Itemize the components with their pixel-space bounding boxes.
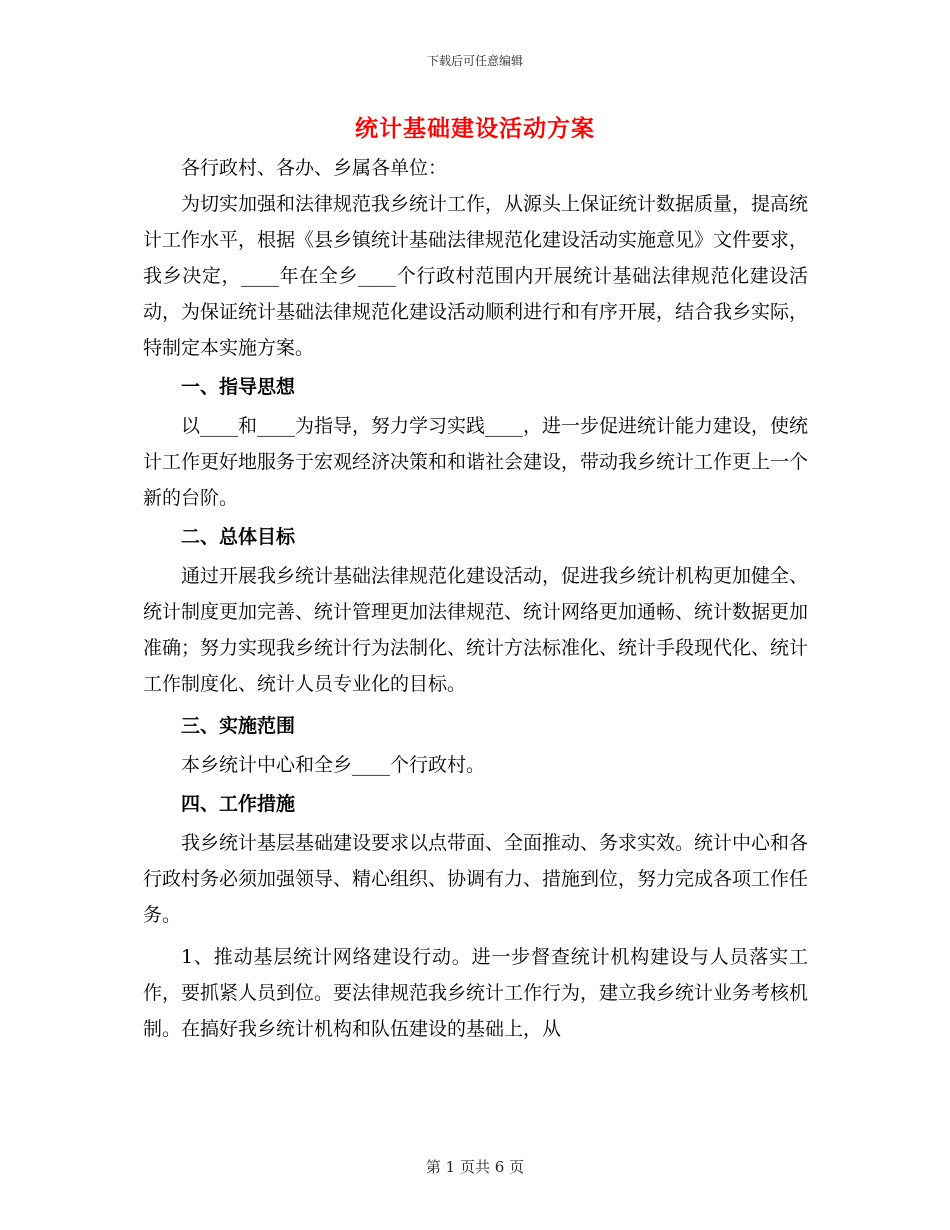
section-body-guiding-ideology: 以____和____为指导，努力学习实践____，进一步促进统计能力建设，使统计工作更好地服务于宏观经济决策和和谐社会建设，带动我乡统计工作更上一个新的台阶。	[143, 415, 809, 509]
section-heading-overall-goal: 二、总体目标	[181, 526, 296, 548]
section-body-overall-goal: 通过开展我乡统计基础法律规范化建设活动，促进我乡统计机构更加健全、统计制度更加完善、统计管理更加法律规范、统计网络更加通畅、统计数据更加准确；努力实现我乡统计行为法制化、统计方法标准化、统计手段现代化、统计工作制度化、统计人员专业化的目标。	[143, 565, 809, 695]
section-heading-measures: 四、工作措施	[181, 793, 296, 815]
section-heading-guiding-ideology: 一、指导思想	[181, 376, 296, 398]
document-title: 统计基础建设活动方案	[355, 116, 595, 142]
page-number-footer: 第 1 页共 6 页	[425, 1158, 525, 1176]
intro-paragraph: 为切实加强和法律规范我乡统计工作，从源头上保证统计数据质量，提高统计工作水平，根据《县乡镇统计基础法律规范化建设活动实施意见》文件要求，我乡决定，____年在全乡____个行政村范围内开展统计基础法律规范化建设活动，为保证统计基础法律规范化建设活动顺利进行和有序开展，结合我乡实际，特制定本实施方案。	[143, 193, 809, 359]
section-body-scope: 本乡统计中心和全乡____个行政村。	[181, 754, 486, 776]
section-heading-scope: 三、实施范围	[181, 715, 296, 737]
section-body-measures: 我乡统计基层基础建设要求以点带面、全面推动、务求实效。统计中心和各行政村务必须加强领导、精心组织、协调有力、措施到位，努力完成各项工作任务。	[143, 832, 809, 926]
document-body	[143, 150, 808, 1047]
header-note: 下载后可任意编辑	[426, 54, 523, 68]
measure-item-1: 1、推动基层统计网络建设行动。进一步督查统计机构建设与人员落实工作，要抓紧人员到位。要法律规范我乡统计工作行为，建立我乡统计业务考核机制。在搞好我乡统计机构和队伍建设的基础上，从	[143, 946, 809, 1040]
salutation: 各行政村、各办、乡属各单位：	[181, 157, 448, 179]
